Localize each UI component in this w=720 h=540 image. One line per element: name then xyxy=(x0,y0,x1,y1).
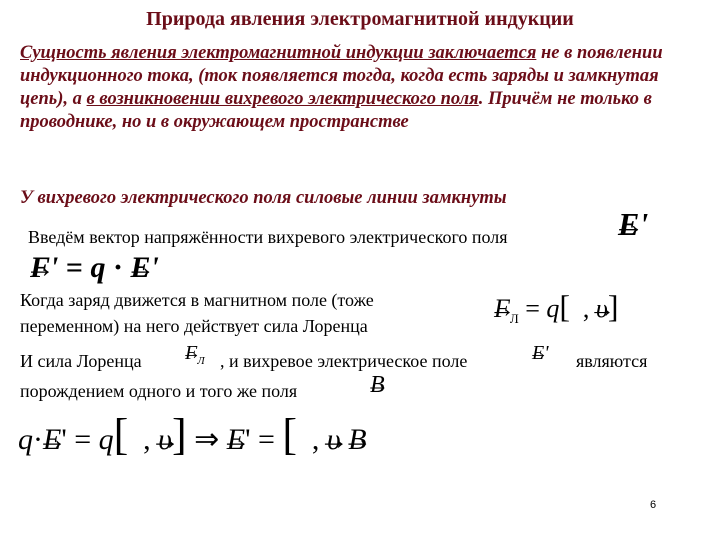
intro-vector-text: Введём вектор напряжённости вихревого электрического поля xyxy=(28,227,508,247)
slide-title: Природа явления электромагнитной индукции xyxy=(146,8,574,30)
vector-E-result: → E xyxy=(227,415,245,465)
vector-E-eq: → E xyxy=(43,415,61,465)
vector-F-lorentz: → F xyxy=(494,291,510,327)
essence-paragraph xyxy=(20,42,695,134)
essence-text-2: . Причём не только в проводнике, но и в окружающем пространстве xyxy=(20,89,652,132)
essence-text-1: не в появлении индукционного тока, (ток появляется тогда, когда есть заряды и замкнутая цепь), а xyxy=(20,43,663,109)
vector-E: → E xyxy=(130,248,150,288)
vector-E-bold: → E xyxy=(618,205,639,243)
both-text-are: являются xyxy=(576,351,648,371)
closed-lines-statement: У вихревого электрического поля силовые линии замкнуты xyxy=(20,188,507,208)
generation-text: порождением одного и того же поля xyxy=(20,381,298,401)
page-number: 6 xyxy=(650,499,657,511)
vector-v-blank xyxy=(570,291,583,327)
both-text-start: И сила Лоренца xyxy=(20,351,142,371)
field-B-inline: → B xyxy=(370,372,385,399)
lorentz-text-line2: переменном) на него действует сила Лоренца xyxy=(20,316,368,336)
formula-lorentz-force: → $F_Л = q$[ , → υ] xyxy=(494,288,619,337)
essence-underlined-1: Сущность явления электромагнитной индукции заключается xyxy=(20,43,537,63)
vortex-field-symbol: → E' xyxy=(618,205,648,243)
formula-force-field: → F' = q · → E' xyxy=(30,248,159,288)
vortex-field-inline: → E' xyxy=(532,342,549,365)
lorentz-text-line1: Когда заряд движется в магнитном поле (тоже xyxy=(20,290,374,310)
both-text-vortex: , и вихревое электрическое поле xyxy=(220,351,468,371)
vector-F: → F xyxy=(30,248,50,288)
vector-B-result: → B xyxy=(348,415,366,465)
implies-symbol: ⇒ xyxy=(194,423,220,456)
formula-equivalence: q·→ E' = q[ , → υ] ⇒ → E' = [ , → υ → B xyxy=(18,410,367,465)
essence-underlined-2: в возникновении вихревого электрического поля xyxy=(86,89,479,109)
lorentz-force-inline: → $F_Л$ xyxy=(185,342,205,367)
vector-v: → υ xyxy=(596,291,608,327)
vector-v-result: → υ xyxy=(327,415,341,465)
vector-v-eq: → υ xyxy=(158,415,172,465)
